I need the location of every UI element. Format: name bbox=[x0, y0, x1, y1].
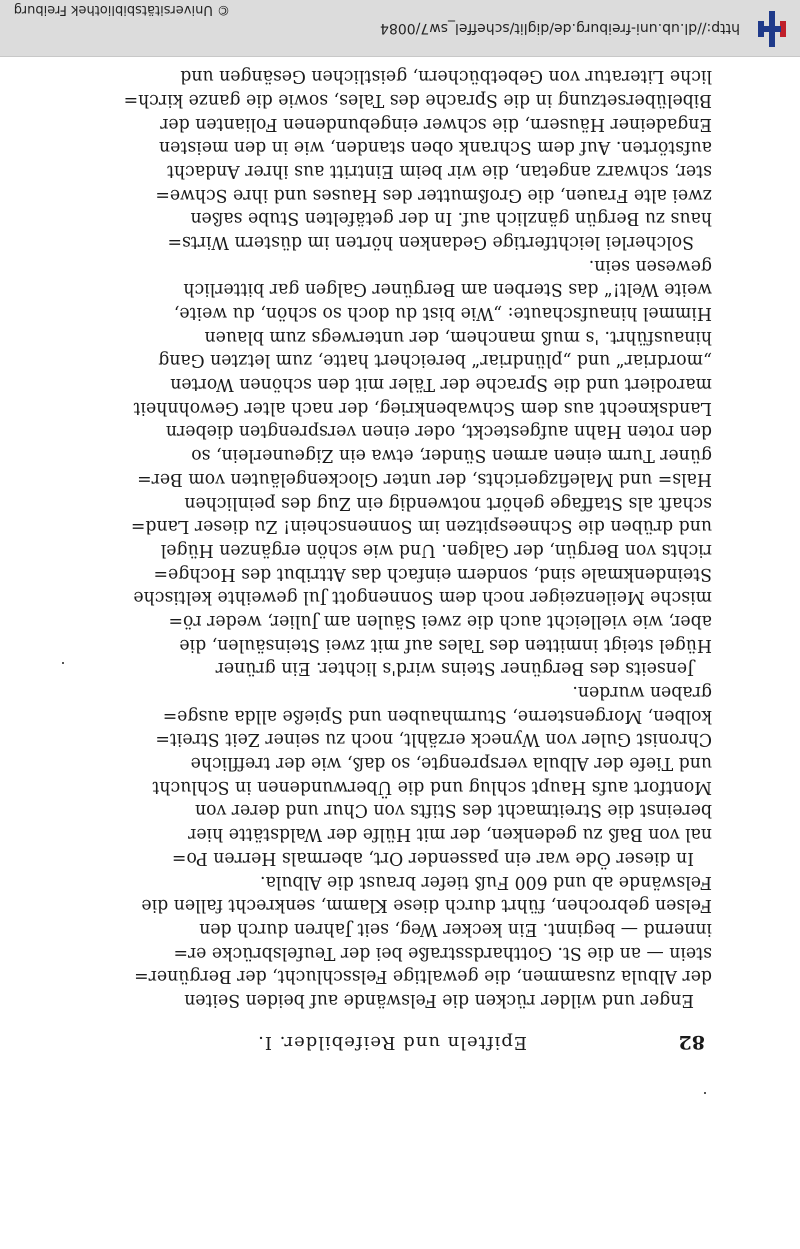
text-line: Jenseits des Bergüner Steins wird's lichter. Ein grüner bbox=[215, 658, 694, 679]
text-line: güner Turm einen armen Sünder, etwa ein Zigeunerlein, so bbox=[191, 445, 712, 466]
info-bar bbox=[0, 0, 800, 57]
running-title: Epifteln und Reifebilder. I. bbox=[257, 1032, 527, 1053]
text-line: zwei alte Frauen, die Großmutter des Hauses und ihre Schwe= bbox=[155, 184, 712, 205]
text-line: aufstörten. Auf dem Schrank oben standen, wie in den meisten bbox=[159, 137, 712, 158]
text-line: In dieser Öde war ein passender Ort, abermals Herren Po= bbox=[171, 847, 694, 868]
text-line: Hügel steigt inmitten des Tales auf mit zwei Steinsäulen, die bbox=[179, 634, 712, 655]
scan-speck bbox=[704, 1092, 706, 1094]
text-line: Felswände ab und 600 Fuß tiefer braust die Albula. bbox=[260, 871, 712, 892]
text-line: „mordriar“ und „plündriar“ bereichert hatte, zum letzten Gang bbox=[158, 350, 712, 371]
text-line: Landsknecht aus dem Schwabenkrieg, der nach alter Gewohnheit bbox=[133, 397, 712, 418]
text-line: graben wurden. bbox=[572, 682, 712, 703]
text-line: der Albula zusammen, die gewaltige Felsschlucht, der Bergüner= bbox=[134, 966, 712, 987]
scan-speck bbox=[62, 662, 64, 664]
text-line: bereinst die Streitmacht des Stifts von Chur und derer von bbox=[194, 800, 712, 821]
text-line: aber, wie vielleicht auch die zwei Säulen am Julier, weder rö= bbox=[168, 611, 712, 631]
text-line: marodiert und die Sprache der Täler mit den schönen Worten bbox=[170, 374, 712, 395]
text-line: Enger und wilder rücken die Felswände auf beiden Seiten bbox=[184, 990, 694, 1010]
text-line: nal von Baß zu gedenken, der mit Hülfe der Waldstätte hier bbox=[188, 824, 712, 845]
text-line: mische Meilenzeiger noch dem Sonnengott Jul geweihte keltische bbox=[133, 587, 712, 608]
text-line: weite Welt!“ das Sterben am Bergüner Galgen gar bitterlich bbox=[183, 279, 712, 300]
text-line: gewesen sein. bbox=[588, 255, 712, 276]
copyright-notice: © Universitätsbibliothek Freiburg bbox=[13, 2, 230, 17]
text-line: Bibelübersetzung in die Sprache des Tales, sowie die ganze kirch= bbox=[123, 89, 712, 110]
text-line: Himmel hinaufschaute: „Wie bist du doch so schön, du weite, bbox=[173, 303, 712, 324]
text-line: stein — an die St. Gotthardsstraße bei der Teufelsbrücke er= bbox=[173, 942, 712, 963]
text-line: Hals= und Malefizgerichts, der unter Glockengeläuten vom Ber= bbox=[137, 468, 712, 489]
text-line: Engadeiner Häusern, die schwer eingebundenen Folianten der bbox=[160, 113, 712, 134]
text-line: ster, schwarz angetan, die wir beim Eintritt aus ihrer Andacht bbox=[167, 160, 712, 181]
body-text bbox=[86, 64, 712, 1012]
text-line: Montfort aufs Haupt schlug und die Überwundenen in Schlucht bbox=[152, 776, 712, 797]
text-line: Chronist Guler von Wyneck erzählt, noch zu seiner Zeit Streit= bbox=[155, 729, 712, 750]
text-line: innernd — beginnt. Ein kecker Weg, seit Jahren durch den bbox=[199, 918, 712, 939]
university-logo-icon[interactable] bbox=[750, 7, 794, 51]
text-line: und drüben die Schneespitzen im Sonnenschein! Zu dieser Land= bbox=[130, 516, 712, 537]
text-line: und Tiefe der Albula versprengte, so daß, wie der treffliche bbox=[190, 753, 712, 774]
text-line: kolben, Morgensterne, Sturmhauben und Spieße allda ausge= bbox=[162, 705, 712, 726]
text-line: Solcherlei leichtfertige Gedanken hörten im düstern Wirts= bbox=[167, 232, 694, 252]
page-number: 82 bbox=[678, 1031, 705, 1053]
page-header bbox=[85, 1023, 705, 1053]
text-line: Felsen gebrochen, führt durch diese Klamm, senkrecht fallen die bbox=[141, 895, 712, 916]
text-line: schaft als Staffage gehört notwendig ein Zug des peinlichen bbox=[184, 492, 712, 513]
text-line: haus zu Bergün gänzlich auf. In der getäfelten Stube saßen bbox=[190, 208, 712, 229]
text-line: Steindenkmale sind, sondern einfach das Attribut des Hochge= bbox=[153, 563, 712, 584]
text-line: richts von Bergün, der Galgen. Und wie schön ergänzen Hügel bbox=[160, 539, 712, 560]
text-line: hinausführt. 's muß manchem, der unterwegs zum blauen bbox=[204, 326, 712, 347]
text-line: den roten Hahn aufgesteckt, oder einen versprengten diebern bbox=[165, 421, 712, 442]
text-line: liche Literatur von Gebetbüchern, geistlichen Gesängen und bbox=[180, 66, 712, 87]
document-url[interactable]: http://dl.ub.uni-freiburg.de/diglit/scheffel_sw7/0084 bbox=[380, 20, 740, 36]
